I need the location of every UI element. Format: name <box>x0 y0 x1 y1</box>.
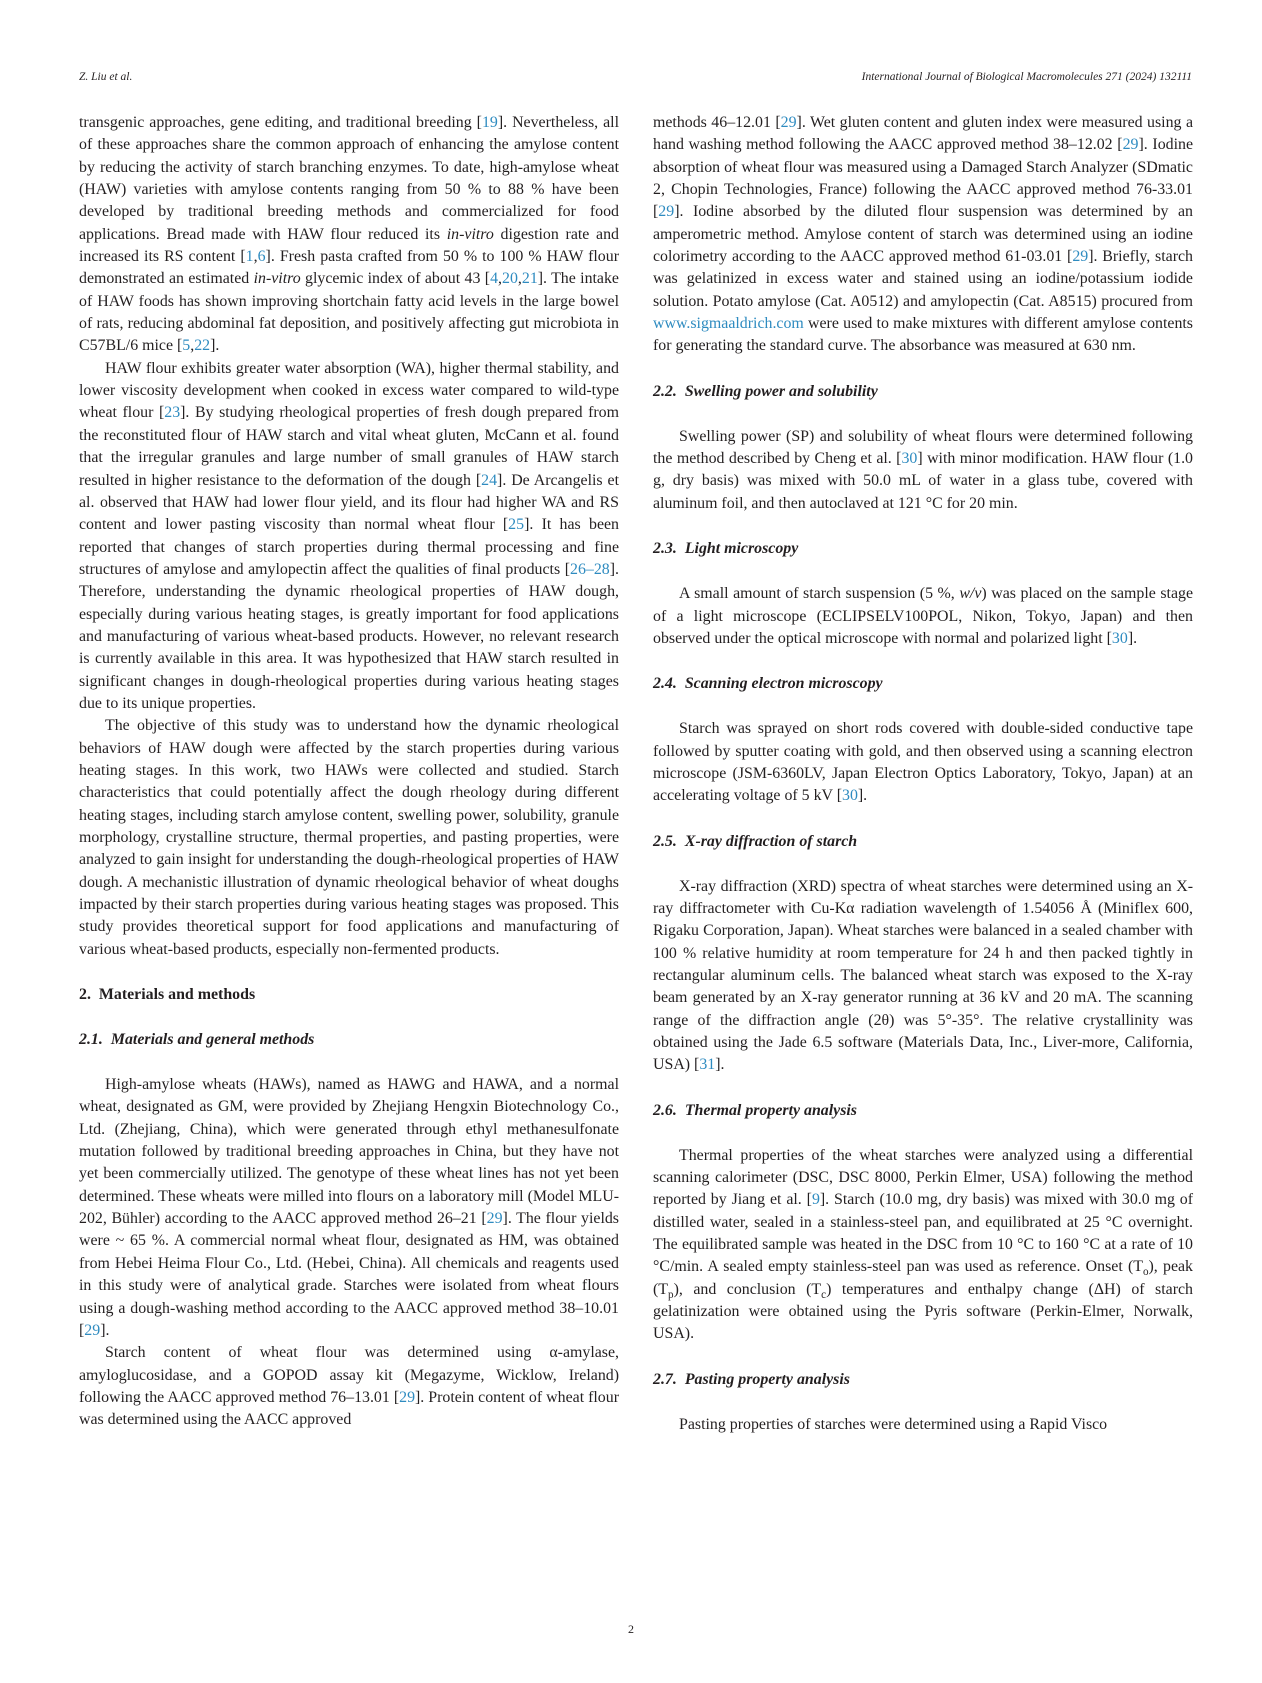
subsection-2-5 <box>653 831 1193 1077</box>
citation-link[interactable]: 9 <box>811 1191 820 1209</box>
subsection-2-6 <box>653 1100 1193 1346</box>
paragraph-haw-flour: HAW flour exhibits greater water absorption (WA), higher thermal stability, and lower viscosity development when cooked in excess water compared to wild-type wheat flour [23]. By studying rheological properties of fresh dough prepared from the reconstituted flour of HAW starch and vital wheat gluten, McCann et al. found that the irregular granules and large number of small granules of HAW starch resulted in higher resistance to the deformation of the dough [24]. De Arcangelis et al. observed that HAW had lower flour yield, and its flour had higher WA and RS content and lower pasting viscosity than normal wheat flour [25]. It has been reported that changes of starch properties during thermal processing and fine structures of amylose and amylopectin affect the qualities of final products [26–28]. Therefore, understanding the dynamic rheological properties of HAW dough, especially during various heating stages, is greatly important for food applications and manufacturing of various wheat-based products. However, no relevant research is currently available in this area. It was hypothesized that HAW starch resulted in significant changes in dough-rheological properties during various heating stages due to its unique properties. <box>79 359 620 712</box>
page-number: 2 <box>628 1622 634 1636</box>
citation-link[interactable]: 19 <box>481 114 498 131</box>
subsection-heading-2-7 <box>653 1369 1193 1391</box>
citation-link[interactable]: 30 <box>901 450 918 468</box>
paragraph-sem: Starch was sprayed on short rods covered with double-sided conductive tape followed by sputter coating with gold, and then observed using a scanning electron microscope (JSM-6360LV, Japan Electron Optics Laboratory, Tokyo, Japan) at an accelerating voltage of 5 kV [30]. <box>653 720 1193 805</box>
citation-link[interactable]: 29 <box>658 203 675 221</box>
subsection-number: 2.3. <box>653 540 677 558</box>
citation-link[interactable]: 31 <box>699 1056 716 1074</box>
citation-link[interactable]: 29 <box>486 1210 503 1228</box>
section-title: Materials and methods <box>98 986 256 1004</box>
section-heading-materials-methods <box>79 984 619 1006</box>
citation-link[interactable]: 29 <box>780 114 797 131</box>
subsection-number: 2.1. <box>79 1031 103 1049</box>
subsection-2-2 <box>653 381 1193 515</box>
subsection-title: X-ray diffraction of starch <box>684 832 858 850</box>
paragraph-light-microscopy: A small amount of starch suspension (5 %, w/v) was placed on the sample stage of a light microscope (ECLIPSELV100POL, Nikon, Tokyo, Japan) and then observed under the optical microscope with normal and polarized light [30]. <box>653 585 1194 647</box>
citation-link[interactable]: 23 <box>164 404 181 422</box>
citation-link[interactable]: 30 <box>1111 629 1128 647</box>
subscript: c <box>821 1288 827 1301</box>
subsection-number: 2.2. <box>653 382 677 400</box>
paragraph-pasting: Pasting properties of starches were determined using a Rapid Visco <box>679 1415 1108 1433</box>
subsection-title: Thermal property analysis <box>684 1101 857 1119</box>
running-head-journal: International Journal of Biological Macromolecules 271 (2024) 132111 <box>861 71 1192 83</box>
subsection-number: 2.5. <box>653 832 677 850</box>
citation-link[interactable]: 22 <box>194 337 211 355</box>
subscript: p <box>668 1288 674 1301</box>
subsection-number: 2.7. <box>653 1370 677 1388</box>
citation-link[interactable]: 6 <box>257 248 266 266</box>
citation-link[interactable]: 5 <box>182 337 191 355</box>
subsection-heading-2-5 <box>653 831 1193 853</box>
subsection-heading-2-2 <box>653 381 1193 403</box>
citation-link[interactable]: 26–28 <box>570 560 610 578</box>
citation-link[interactable]: 29 <box>399 1388 416 1406</box>
citation-link[interactable]: 29 <box>84 1321 101 1339</box>
italic-term: in-vitro <box>446 225 494 243</box>
subsection-number: 2.6. <box>653 1101 677 1119</box>
subsection-title: Pasting property analysis <box>684 1370 850 1388</box>
subsection-2-4 <box>653 673 1193 807</box>
subscript: o <box>1142 1266 1149 1279</box>
citation-link[interactable]: 20 <box>502 270 518 288</box>
subsection-title: Swelling power and solubility <box>684 382 878 400</box>
subsection-number: 2.4. <box>653 675 677 693</box>
subsection-2-3 <box>653 538 1193 650</box>
subsection-heading-2-1 <box>79 1029 619 1051</box>
citation-link[interactable]: 30 <box>842 787 858 805</box>
paragraph-intro-continued: transgenic approaches, gene editing, and traditional breeding [19]. Nevertheless, all of these approaches share the common approach of enhancing the amylose content by reducing the activity of starch branching enzymes. To date, high-amylose wheat (HAW) varieties with amylose contents ranging from 50 % to 88 % have been developed by traditional breeding methods and commercialized for food applications. Bread made with HAW flour reduced its in-vitro digestion rate and increased its RS content [1,6]. Fresh pasta crafted from 50 % to 100 % HAW flour demonstrated an estimated in-vitro glycemic index of about 43 [4,20,21]. The intake of HAW foods has shown improving shortchain fatty acid levels in the large bowel of rats, reducing abdominal fat deposition, and positively affecting gut microbiota in C57BL/6 mice [5,22]. <box>79 114 619 355</box>
citation-link[interactable]: 24 <box>481 471 498 489</box>
external-link[interactable]: www.sigmaaldrich.com <box>653 315 804 333</box>
subsection-title: Materials and general methods <box>110 1031 315 1049</box>
subsection-title: Scanning electron microscopy <box>684 675 883 693</box>
running-head-authors: Z. Liu et al. <box>79 71 133 83</box>
citation-link[interactable]: 1 <box>245 248 254 266</box>
citation-link[interactable]: 4 <box>490 270 499 288</box>
paragraph-materials: High-amylose wheats (HAWs), named as HAWG and HAWA, and a normal wheat, designated as GM, were provided by Zhejiang Hengxin Biotechnology Co., Ltd. (Zhejiang, China), which were generated through ethyl methanesulfonate mutation followed by traditional breeding approaches in China, but they have not yet been commercially utilized. The genotype of these wheat lines has not yet been determined. These wheats were milled into flours on a laboratory mill (Model MLU-202, Bühler) according to the AACC approved method 26–21 [29]. The flour yields were ~ 65 %. A commercial normal wheat flour, designated as HM, was obtained from Hebei Heima Flour Co., Ltd. (Hebei, China). All chemicals and reagents used in this study were of analytical grade. Starches were isolated from wheat flours using a dough-washing method according to the AACC approved method 38–10.01 [29]. <box>79 1076 619 1339</box>
paragraph-xrd: X-ray diffraction (XRD) spectra of wheat starches were determined using an X-ray diffractometer with Cu-Kα radiation wavelength of 1.54056 Å (Miniflex 600, Rigaku Corporation, Japan). Wheat starches were balanced in a sealed chamber with 100 % relative humidity at room temperature for 24 h and then packed tightly in rectangular aluminum cells. The balanced wheat starch was exposed to the X-ray beam generated by an X-ray generator running at 36 kV and 20 mA. The scanning range of the diffraction angle (2θ) was 5°-35°. The relative crystallinity was obtained using the Jade 6.5 software (Materials Data, Inc., Liver-more, California, USA) [31]. <box>653 877 1193 1074</box>
subsection-2-7 <box>653 1369 1193 1436</box>
subsection-title: Light microscopy <box>684 540 799 558</box>
section-number: 2. <box>79 986 91 1004</box>
subsection-heading-2-4 <box>653 673 1193 695</box>
paragraph-swelling-power: Swelling power (SP) and solubility of wheat flours were determined following the method described by Cheng et al. [30] with minor modification. HAW flour (1.0 g, dry basis) was mixed with 50.0 mL of water in a glass tube, covered with aluminum foil, and then autoclaved at 121 °C for 20 min. <box>653 427 1193 512</box>
citation-link[interactable]: 25 <box>508 516 525 534</box>
subsection-heading-2-6 <box>653 1100 1193 1122</box>
citation-link[interactable]: 21 <box>521 270 538 288</box>
paragraph-starch-content: Starch content of wheat flour was determined using α-amylase, amyloglucosidase, and a GOPOD assay kit (Megazyme, Wicklow, Ireland) following the AACC approved method 76–13.01 [29]. Protein content of wheat flour was determined using the AACC approved <box>79 1344 619 1429</box>
paragraph-objective: The objective of this study was to understand how the dynamic rheological behaviors of HAW dough were affected by the starch properties during various heating stages. In this work, two HAWs were collected and studied. Starch characteristics that could potentially affect the dough rheology during different heating stages, including starch amylose content, swelling power, solubility, granule morphology, crystalline structure, thermal properties, and pasting properties, were analyzed to gain insight for understanding the dough-rheological properties of HAW dough. A mechanistic illustration of dynamic rheological behavior of wheat doughs impacted by their starch properties during various heating stages was proposed. This study provides theoretical support for food applications and manufacturing of various wheat-based products, especially non-fermented products. <box>79 717 619 958</box>
paragraph-methods-continued: methods 46–12.01 [29]. Wet gluten content and gluten index were measured using a hand washing method following the AACC approved method 38–12.02 [29]. Iodine absorption of wheat flour was measured using a Damaged Starch Analyzer (SDmatic 2, Chopin Technologies, France) following the AACC approved method 76-33.01 [29]. Iodine absorbed by the diluted flour suspension was determined by an amperometric method. Amylose content of starch was determined using an iodine colorimetry according to the AACC approved method 61-03.01 [29]. Briefly, starch was gelatinized in excess water and stained using an iodine/potassium iodide solution. Potato amylose (Cat. A0512) and amylopectin (Cat. A8515) procured from www.sigmaaldrich.com were used to make mixtures with different amylose contents for generating the standard curve. The absorbance was measured at 630 nm. <box>653 114 1194 355</box>
citation-link[interactable]: 29 <box>1072 248 1089 266</box>
paragraph-thermal: Thermal properties of the wheat starches were analyzed using a differential scanning calorimeter (DSC, DSC 8000, Perkin Elmer, USA) following the method reported by Jiang et al. [9]. Starch (10.0 mg, dry basis) was mixed with 30.0 mg of distilled water, sealed in a stainless-steel pan, and equilibrated at 25 °C overnight. The equilibrated sample was heated in the DSC from 10 °C to 160 °C at a rate of 10 °C/min. A sealed empty stainless-steel pan was used as reference. Onset $(T_o)$, peak $(T_p)$, and conclusion $(T_c)$ temperatures and enthalpy change (ΔH) of starch gelatinization were obtained using the Pyris software (Perkin-Elmer, Norwalk, USA). <box>653 1146 1194 1343</box>
right-column <box>653 112 1193 1436</box>
italic-term: in-vitro <box>253 270 301 288</box>
subsection-heading-2-3 <box>653 538 1193 560</box>
left-column <box>79 112 619 1432</box>
citation-link[interactable]: 29 <box>1122 136 1139 154</box>
italic-term: w/v <box>959 585 982 603</box>
